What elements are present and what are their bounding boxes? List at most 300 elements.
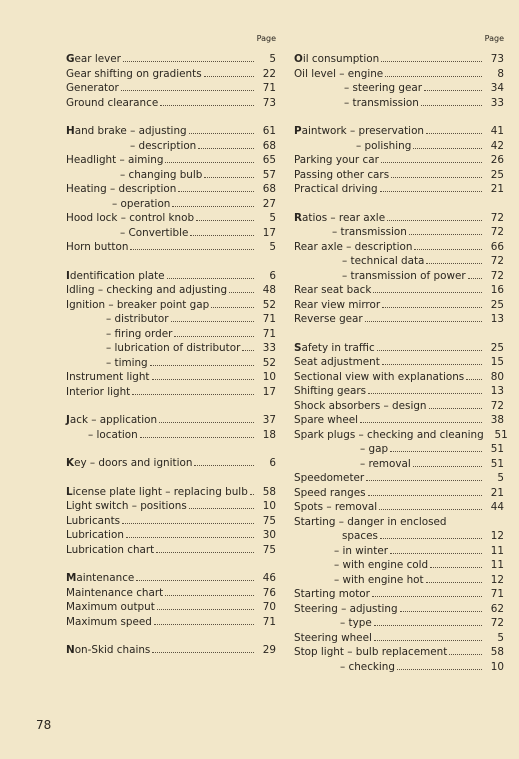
index-entry-page: 58	[262, 485, 276, 498]
index-entry	[66, 341, 276, 356]
index-entry-label: Passing other cars	[294, 168, 390, 181]
index-entry	[66, 197, 276, 212]
index-entry-page: 27	[262, 197, 276, 210]
index-entry	[66, 283, 276, 298]
index-entry-page: 52	[262, 356, 276, 369]
dot-leader	[372, 587, 482, 597]
index-entry-page: 72	[490, 399, 504, 412]
index-entry-label: Oil level – engine	[294, 67, 384, 80]
index-entry-label: Sectional view with explanations	[294, 370, 465, 383]
index-entry	[294, 283, 504, 298]
index-entry	[294, 544, 504, 559]
dot-leader	[381, 52, 482, 62]
dot-leader	[368, 486, 482, 496]
index-entry	[66, 356, 276, 371]
index-entry-page: 5	[269, 53, 276, 65]
index-entry-page: 71	[262, 615, 276, 628]
group-gap	[66, 255, 276, 269]
index-entry-label: Maintenance	[66, 572, 135, 584]
index-entry-page: 76	[262, 586, 276, 599]
index-entry-label: Jack – application	[66, 414, 158, 426]
index-entry-page: 5	[497, 631, 504, 644]
index-entry-page: 42	[490, 139, 504, 152]
index-entry	[66, 240, 276, 255]
index-entry-page: 17	[262, 226, 276, 239]
index-entry	[294, 384, 504, 399]
index-entry	[66, 298, 276, 313]
index-entry	[294, 558, 504, 573]
index-entry-label: Shifting gears	[294, 385, 367, 397]
index-entry-label: – distributor	[106, 313, 169, 325]
index-entry-label: – with engine cold	[334, 559, 429, 571]
index-entry-page: 57	[262, 168, 276, 181]
dot-leader	[426, 573, 482, 583]
index-entry-label: spaces	[342, 530, 378, 542]
index-entry	[66, 124, 276, 139]
dot-leader	[159, 413, 254, 423]
group-gap	[66, 442, 276, 456]
index-entry-page: 18	[262, 428, 276, 441]
dot-leader	[387, 211, 482, 221]
index-entry-page: 21	[490, 183, 504, 195]
index-entry	[66, 543, 276, 558]
index-entry	[66, 615, 276, 630]
index-entry	[66, 96, 276, 111]
group-gap	[66, 110, 276, 124]
index-entry	[66, 312, 276, 327]
index-entry-label: Spots – removal	[294, 501, 378, 513]
dot-leader	[382, 298, 482, 308]
dot-leader	[426, 254, 482, 264]
dot-leader	[385, 67, 482, 77]
dot-leader	[174, 327, 254, 337]
dot-leader	[171, 312, 254, 322]
index-entry	[294, 602, 504, 617]
dot-leader	[449, 645, 482, 655]
dot-leader	[204, 67, 254, 77]
left-entries	[66, 52, 276, 658]
index-entry-page: 25	[490, 341, 504, 354]
index-entry-label: Parking your car	[294, 154, 379, 166]
index-entry-label: – operation	[112, 197, 171, 210]
index-entry-label: – Convertible	[120, 226, 189, 239]
index-entry	[294, 240, 504, 255]
index-entry-page: 6	[269, 269, 276, 282]
index-entry	[66, 456, 276, 471]
index-entry-label: – polishing	[356, 139, 412, 152]
index-entry	[294, 139, 504, 154]
dot-leader	[198, 139, 254, 149]
index-entry	[294, 269, 504, 284]
page-number: 78	[36, 718, 52, 732]
index-entry-page: 25	[490, 168, 504, 181]
index-entry-label: Practical driving	[294, 183, 378, 195]
index-entry	[294, 153, 504, 168]
index-entry	[294, 399, 504, 414]
index-entry	[294, 341, 504, 356]
index-entry-label: Lubrication chart	[66, 543, 155, 556]
index-entry-label: – checking	[340, 660, 395, 673]
dot-leader	[390, 544, 482, 554]
dot-leader	[421, 96, 482, 106]
dot-leader	[414, 240, 482, 250]
index-entry-page: 72	[490, 211, 504, 224]
dot-leader	[196, 211, 254, 221]
index-entry-page: 71	[262, 313, 276, 325]
index-entry-label: Lubrication	[66, 529, 124, 541]
index-entry-page: 5	[497, 472, 504, 484]
index-column-left	[66, 34, 276, 658]
index-entry-label: Steering wheel	[294, 631, 372, 644]
dot-leader	[165, 153, 254, 163]
group-gap	[66, 471, 276, 485]
dot-leader	[189, 124, 254, 134]
index-entry	[294, 442, 504, 457]
dot-leader	[229, 283, 254, 293]
index-entry	[66, 211, 276, 226]
group-gap	[294, 197, 504, 211]
index-entry	[66, 370, 276, 385]
index-entry-page: 12	[490, 573, 504, 586]
index-entry-label: Instrument light	[66, 371, 150, 383]
index-entry-label: Identification plate	[66, 269, 165, 282]
group-gap	[66, 629, 276, 643]
dot-leader	[157, 600, 254, 610]
dot-leader	[140, 428, 254, 438]
index-entry	[66, 600, 276, 615]
index-entry	[66, 586, 276, 601]
dot-leader	[409, 225, 482, 235]
index-entry-label: – firing order	[106, 327, 173, 340]
index-entry	[294, 182, 504, 197]
dot-leader	[121, 81, 254, 91]
index-entry-page: 75	[262, 514, 276, 527]
index-entry-label: Starting motor	[294, 588, 370, 600]
index-entry-page: 70	[262, 601, 276, 613]
index-entry	[294, 225, 504, 240]
right-entries	[294, 52, 508, 674]
dot-leader	[360, 413, 482, 423]
dot-leader	[150, 356, 254, 366]
dot-leader	[374, 631, 482, 641]
index-entry-page: 71	[490, 588, 504, 600]
index-entry-page: 13	[490, 313, 504, 325]
index-entry-page: 73	[262, 96, 276, 109]
index-entry	[294, 515, 504, 530]
index-entry	[66, 81, 276, 96]
dot-leader	[130, 240, 254, 250]
dot-leader	[382, 355, 482, 365]
index-entry-label: Key – doors and ignition	[66, 457, 193, 469]
index-entry-label: Reverse gear	[294, 313, 363, 325]
index-entry-page: 51	[490, 457, 504, 470]
dot-leader	[390, 442, 482, 452]
index-entry	[294, 573, 504, 588]
index-entry-label: Spare wheel	[294, 414, 359, 426]
index-entry	[294, 96, 504, 111]
dot-leader	[211, 298, 254, 308]
index-entry-page: 11	[490, 559, 504, 571]
index-entry	[294, 616, 504, 631]
index-entry-label: Lubricants	[66, 514, 121, 527]
index-entry-label: Maximum speed	[66, 615, 152, 628]
index-entry	[294, 211, 504, 226]
index-column-right	[294, 34, 508, 674]
dot-leader	[167, 269, 254, 279]
index-entry	[66, 413, 276, 428]
index-entry-page: 72	[490, 255, 504, 267]
dot-leader	[365, 312, 482, 322]
index-entry	[66, 327, 276, 342]
page-column-header: Page	[484, 34, 504, 43]
index-entry-page: 72	[490, 269, 504, 282]
index-entry-page: 5	[269, 241, 276, 253]
index-entry	[294, 298, 504, 313]
index-entry-label: Horn button	[66, 241, 129, 253]
index-entry-page: 41	[490, 125, 504, 137]
index-entry-label: Rear view mirror	[294, 298, 381, 311]
index-entry	[294, 355, 504, 370]
index-entry-label: – transmission of power	[342, 269, 466, 282]
index-entry-label: – location	[88, 428, 138, 441]
dot-leader	[400, 602, 482, 612]
dot-leader	[426, 124, 482, 134]
dot-leader	[373, 283, 482, 293]
dot-leader	[165, 586, 254, 596]
index-entry	[66, 67, 276, 82]
index-entry	[294, 500, 504, 515]
index-entry-page: 37	[262, 414, 276, 426]
index-entry	[294, 254, 504, 269]
index-entry	[294, 67, 504, 82]
dot-leader	[374, 616, 482, 626]
index-entry	[66, 269, 276, 284]
index-entry-page: 25	[490, 298, 504, 311]
index-entry-label: Gear shifting on gradients	[66, 67, 202, 80]
index-entry-page: 65	[262, 154, 276, 166]
index-entry-label: – type	[340, 617, 372, 629]
index-entry	[294, 428, 508, 443]
dot-leader	[413, 457, 482, 467]
index-entry-label: – technical data	[342, 255, 425, 267]
index-entry-page: 73	[490, 53, 504, 65]
index-entry	[294, 660, 504, 675]
index-entry-page: 17	[262, 385, 276, 398]
index-entry	[294, 413, 504, 428]
index-entry-label: Stop light – bulb replacement	[294, 646, 448, 658]
dot-leader	[189, 499, 254, 509]
index-entry-page: 51	[490, 443, 504, 455]
index-entry-page: 61	[262, 125, 276, 137]
index-entry-label: – changing bulb	[120, 168, 203, 181]
index-entry-page: 38	[490, 414, 504, 426]
index-entry-page: 21	[490, 486, 504, 499]
dot-leader	[172, 197, 254, 207]
dot-leader	[136, 571, 254, 581]
index-entry-page: 48	[262, 284, 276, 296]
index-entry-label: Hand brake – adjusting	[66, 125, 187, 137]
index-entry-label: Shock absorbers – design	[294, 399, 427, 412]
index-entry-page: 16	[490, 284, 504, 296]
index-entry	[66, 226, 276, 241]
dot-leader	[242, 341, 254, 351]
index-entry	[66, 485, 276, 500]
index-entry-label: Seat adjustment	[294, 356, 380, 368]
index-entry-page: 62	[490, 602, 504, 615]
index-entry	[66, 571, 276, 586]
index-entry-page: 8	[497, 67, 504, 80]
index-entry-label: – steering gear	[344, 82, 423, 94]
index-entry-page: 11	[490, 544, 504, 557]
index-entry-page: 10	[262, 371, 276, 383]
index-entry-label: Hood lock – control knob	[66, 212, 195, 224]
dot-leader	[429, 399, 482, 409]
index-entry-label: Light switch – positions	[66, 500, 187, 512]
index-entry-label: Ground clearance	[66, 96, 159, 109]
index-entry-page: 46	[262, 572, 276, 584]
index-entry-label: Ratios – rear axle	[294, 211, 386, 224]
index-entry-label: Headlight – aiming	[66, 154, 164, 166]
index-entry-page: 68	[262, 139, 276, 152]
dot-leader	[122, 514, 254, 524]
group-gap	[294, 110, 504, 124]
dot-leader	[468, 269, 482, 279]
index-entry	[66, 52, 276, 67]
dot-leader	[377, 341, 482, 351]
index-entry-page: 71	[262, 327, 276, 340]
index-entry	[66, 428, 276, 443]
dot-leader	[154, 615, 254, 625]
index-entry-page: 71	[262, 82, 276, 94]
dot-leader	[132, 385, 254, 395]
page-column-header: Page	[256, 34, 276, 43]
dot-leader	[152, 643, 254, 653]
dot-leader	[380, 529, 482, 539]
index-entry	[294, 587, 504, 602]
index-entry-page: 75	[262, 543, 276, 556]
index-entry	[294, 370, 504, 385]
index-entry-page: 34	[490, 82, 504, 94]
dot-leader	[152, 370, 254, 380]
index-entry-page: 80	[490, 370, 504, 383]
index-entry-page: 29	[262, 644, 276, 656]
index-entry-page: 5	[269, 212, 276, 224]
index-entry	[66, 643, 276, 658]
index-entry-label: – gap	[360, 443, 389, 455]
index-entry	[66, 168, 276, 183]
index-entry-label: – with engine hot	[334, 573, 424, 586]
dot-leader	[123, 52, 254, 62]
dot-leader	[194, 456, 254, 466]
index-entry-label: License plate light – replacing bulb	[66, 485, 248, 498]
index-entry	[294, 631, 504, 646]
index-entry-page: 13	[490, 385, 504, 397]
index-entry-label: Steering – adjusting	[294, 602, 398, 615]
dot-leader	[397, 660, 482, 670]
index-entry-page: 15	[490, 356, 504, 368]
index-entry-label: Maximum output	[66, 601, 155, 613]
index-entry-label: – removal	[360, 457, 411, 470]
dot-leader	[250, 485, 254, 495]
dot-leader	[424, 81, 482, 91]
dot-leader	[413, 139, 482, 149]
index-entry-page: 10	[490, 660, 504, 673]
index-entry-page: 72	[490, 617, 504, 629]
index-entry-page: 33	[490, 96, 504, 109]
dot-leader	[156, 543, 254, 553]
dot-leader	[178, 182, 254, 192]
index-entry-label: Maintenance chart	[66, 586, 164, 599]
index-entry	[66, 499, 276, 514]
index-entry	[294, 52, 504, 67]
index-entry	[66, 528, 276, 543]
index-entry-label: Non-Skid chains	[66, 644, 151, 656]
index-entry-page: 10	[262, 500, 276, 512]
index-entry	[66, 182, 276, 197]
index-entry-label: – transmission	[332, 226, 407, 238]
index-entry-page: 26	[490, 154, 504, 166]
dot-leader	[466, 370, 482, 380]
index-entry-label: Safety in traffic	[294, 341, 375, 354]
index-entry	[294, 168, 504, 183]
index-entry-label: – description	[130, 139, 197, 152]
index-entry-label: Gear lever	[66, 53, 121, 65]
dot-leader	[379, 500, 482, 510]
index-entry-page: 68	[262, 183, 276, 195]
index-entry-label: Interior light	[66, 385, 131, 398]
dot-leader	[430, 558, 482, 568]
dot-leader	[204, 168, 254, 178]
index-entry-page: 66	[490, 240, 504, 253]
index-entry-label: Rear axle – description	[294, 240, 413, 253]
index-entry-label: Rear seat back	[294, 284, 372, 296]
index-entry-label: Paintwork – preservation	[294, 125, 425, 137]
index-entry	[66, 385, 276, 400]
index-entry-label: – timing	[106, 356, 148, 369]
index-entry	[66, 153, 276, 168]
index-entry-label: – in winter	[334, 544, 388, 557]
dot-leader	[391, 168, 482, 178]
index-entry-page: 72	[490, 226, 504, 238]
index-entry-label: Speed ranges	[294, 486, 366, 499]
group-gap	[66, 399, 276, 413]
dot-leader	[126, 528, 254, 538]
index-entry-label: – lubrication of distributor	[106, 342, 241, 354]
index-entry-page: 58	[490, 646, 504, 658]
dot-leader	[190, 226, 254, 236]
index-entry-page: 6	[269, 457, 276, 469]
index-entry-label: Speedometer	[294, 472, 365, 484]
index-entry-page: 22	[262, 67, 276, 80]
dot-leader	[368, 384, 482, 394]
index-entry	[294, 312, 504, 327]
index-entry-page: 52	[262, 298, 276, 311]
index-entry	[294, 124, 504, 139]
index-entry-label: – transmission	[344, 96, 419, 109]
group-gap	[66, 557, 276, 571]
index-entry-page: 51	[494, 428, 508, 441]
index-entry-page: 33	[262, 342, 276, 354]
dot-leader	[160, 96, 254, 106]
index-entry-page: 12	[490, 530, 504, 542]
index-entry-label: Heating – description	[66, 183, 177, 195]
index-entry-label: Spark plugs – checking and cleaning	[294, 428, 484, 441]
group-gap	[294, 327, 504, 341]
index-entry-label: Starting – danger in enclosed	[294, 515, 447, 528]
index-entry	[294, 457, 504, 472]
dot-leader	[366, 471, 482, 481]
index-entry-label: Ignition – breaker point gap	[66, 298, 210, 311]
